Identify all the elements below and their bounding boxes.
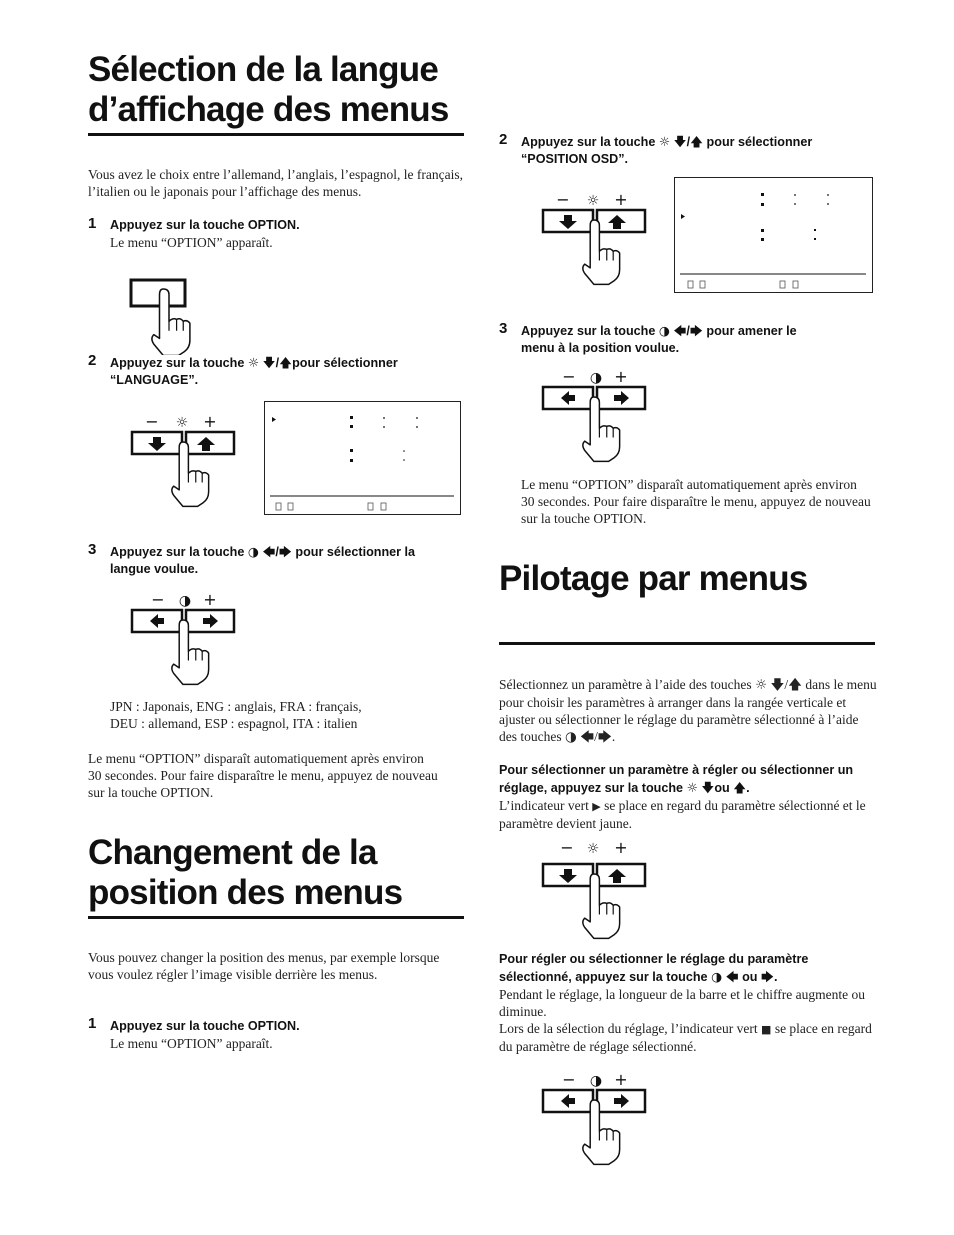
arrow-down-icon: 🡇: [262, 355, 276, 370]
plus-icon: +: [614, 1070, 628, 1089]
arrow-up-icon: 🡅: [733, 780, 747, 795]
arrow-down-icon: 🡇: [701, 780, 715, 795]
step-number: 1: [88, 1015, 97, 1032]
step-text: Appuyez sur la touche: [110, 545, 248, 559]
plus-icon: +: [614, 838, 628, 857]
section-title-position: Changement de la position des menus: [88, 833, 403, 912]
section-title-language: Sélection de la langue d’affichage des menus: [88, 50, 449, 129]
arrow-left-icon: 🡄: [262, 544, 276, 559]
step-number: 3: [88, 541, 97, 558]
body-text: Pendant le réglage, la longueur de la barre et le chiffre augmente ou diminue.: [499, 987, 865, 1019]
brightness-icon: ☼: [755, 677, 768, 693]
step-sub: Le menu “OPTION” apparaît.: [110, 235, 273, 250]
osd-menu-illustration: [264, 401, 462, 516]
brightness-icon: ☼: [175, 415, 189, 431]
step-text: langue voulue.: [110, 562, 199, 576]
step-number: 3: [499, 320, 508, 337]
step-text: menu à la position voulue.: [521, 341, 680, 355]
step-text: “LANGUAGE”.: [110, 373, 199, 387]
step-3-language: [110, 543, 465, 578]
arrow-left-icon: 🡄: [725, 969, 739, 984]
brightness-icon: ☼: [247, 355, 260, 370]
contrast-icon: ◑: [564, 729, 577, 745]
intro-position: Vous pouvez changer la position des menus, par exemple lorsque vous voulez régler l’image visible derrière les menus.: [88, 950, 440, 982]
slash: /: [686, 324, 690, 338]
contrast-buttons-illustration: [130, 588, 240, 688]
slash: /: [686, 135, 691, 149]
body-text: se place en regard du paramètre sélectionné et le paramètre devient jaune.: [499, 798, 866, 831]
contrast-buttons-illustration: [541, 365, 651, 465]
section-title-menus: Pilotage par menus: [499, 559, 808, 598]
contrast-icon: ◑: [658, 323, 670, 338]
step-2-language: [110, 354, 465, 389]
step-number: 2: [88, 352, 97, 369]
minus-icon: −: [151, 590, 165, 609]
contrast-icon: ◑: [247, 544, 259, 559]
step-text: Appuyez sur la touche OPTION.: [110, 218, 300, 232]
arrow-up-icon: 🡅: [279, 355, 293, 370]
option-button-illustration: [128, 275, 198, 355]
arrow-right-icon: 🡆: [689, 323, 703, 338]
title-rule: [88, 916, 464, 919]
step-text: pour sélectionner la: [291, 545, 416, 559]
brightness-buttons-illustration: [130, 410, 240, 510]
language-codes-line: JPN : Japonais, ENG : anglais, FRA : français,: [110, 699, 362, 714]
step-text: Appuyez sur la touche OPTION.: [110, 1019, 300, 1033]
auto-close-note: Le menu “OPTION” disparaît automatiquement après environ 30 secondes. Pour faire disparaître le menu, appuyez de nouveau sur la touche OPTION.: [88, 751, 438, 800]
adjust-parameter-lead: [499, 951, 877, 986]
osd-menu-illustration: [674, 177, 874, 294]
plus-icon: +: [614, 190, 628, 209]
title-rule: [499, 642, 875, 645]
intro-text: dans le menu pour choisir les paramètres à arranger dans la rangée verticale et ajuster ou sélectionner le réglage du paramètre sélectionné à l’aide des touches: [499, 677, 877, 744]
intro-text: Sélectionnez un paramètre à l’aide des touches: [499, 677, 756, 692]
select-parameter-block: [499, 762, 877, 832]
lead-text: Pour sélectionner un paramètre à régler ou sélectionner un réglage, appuyez sur la touche: [499, 763, 854, 795]
step-text: Appuyez sur la touche: [521, 135, 659, 149]
arrow-right-icon: 🡆: [760, 969, 774, 984]
step-number: 2: [499, 131, 508, 148]
select-parameter-lead: [499, 762, 877, 797]
contrast-icon: ◑: [711, 969, 723, 984]
lead-text: .: [746, 781, 750, 795]
minus-icon: −: [560, 838, 574, 857]
arrow-right-icon: 🡆: [278, 544, 292, 559]
step-text: pour amener le: [702, 324, 797, 338]
lead-text: ou: [738, 970, 761, 984]
language-codes-line: DEU : allemand, ESP : espagnol, ITA : italien: [110, 716, 358, 731]
step-1-language: [110, 217, 460, 252]
slash: /: [784, 677, 789, 692]
body-text: Lors de la sélection du réglage, l’indicateur vert: [499, 1021, 762, 1036]
arrow-left-icon: 🡄: [673, 323, 687, 338]
title-rule: [88, 133, 464, 136]
minus-icon: −: [145, 412, 159, 431]
arrow-up-icon: 🡅: [788, 677, 803, 693]
square-indicator-icon: ■: [761, 1023, 772, 1036]
contrast-icon: ◑: [178, 593, 192, 609]
language-codes: [110, 698, 470, 732]
step-text: pour sélectionner: [703, 135, 813, 149]
slash: /: [594, 729, 598, 744]
step-2-position: [521, 133, 876, 168]
arrow-down-icon: 🡇: [673, 134, 687, 149]
select-parameter-body: [499, 797, 877, 832]
arrow-left-icon: 🡄: [580, 729, 595, 745]
intro-language: Vous avez le choix entre l’allemand, l’anglais, l’espagnol, le français, l’italien ou le japonais pour l’affichage des menus.: [88, 167, 463, 199]
minus-icon: −: [562, 367, 576, 386]
plus-icon: +: [614, 367, 628, 386]
brightness-icon: ☼: [686, 780, 698, 795]
minus-icon: −: [556, 190, 570, 209]
arrow-right-icon: 🡆: [597, 729, 612, 745]
triangle-indicator-icon: ▶: [592, 800, 601, 813]
arrow-down-icon: 🡇: [770, 677, 785, 693]
step-text: pour sélectionner: [292, 356, 398, 370]
slash: /: [275, 545, 279, 559]
arrow-up-icon: 🡅: [690, 134, 704, 149]
intro-menus: [499, 676, 877, 746]
brightness-buttons-illustration: [541, 832, 651, 940]
brightness-icon: ☼: [658, 134, 671, 149]
minus-icon: −: [562, 1070, 576, 1089]
step-1-position: [110, 1018, 460, 1053]
step-text: “POSITION OSD”.: [521, 152, 629, 166]
plus-icon: +: [203, 590, 217, 609]
lead-text: Pour régler ou sélectionner le réglage du paramètre sélectionné, appuyez sur la touche: [499, 952, 809, 984]
lead-text: ou: [714, 781, 734, 795]
body-text: L’indicateur vert: [499, 798, 593, 813]
step-text: Appuyez sur la touche: [521, 324, 659, 338]
lead-text: .: [773, 970, 778, 984]
adjust-parameter-body: [499, 986, 877, 1055]
body-text: se place en regard du paramètre de réglage sélectionné.: [499, 1021, 872, 1054]
step-sub: Le menu “OPTION” apparaît.: [110, 1036, 273, 1051]
contrast-icon: ◑: [589, 370, 603, 386]
step-number: 1: [88, 215, 97, 232]
step-3-position: [521, 322, 876, 357]
brightness-icon: ☼: [586, 193, 600, 209]
plus-icon: +: [203, 412, 217, 431]
intro-text: .: [611, 729, 616, 744]
auto-close-note: Le menu “OPTION” disparaît automatiquement après environ 30 secondes. Pour faire disparaître le menu, appuyez de nouveau sur la touche OPTION.: [521, 477, 871, 526]
slash: /: [275, 356, 280, 370]
contrast-icon: ◑: [589, 1073, 603, 1089]
contrast-buttons-illustration: [541, 1068, 651, 1168]
adjust-parameter-block: [499, 951, 877, 1055]
brightness-icon: ☼: [586, 841, 600, 857]
brightness-buttons-illustration: [541, 188, 651, 288]
step-text: Appuyez sur la touche: [110, 356, 248, 370]
